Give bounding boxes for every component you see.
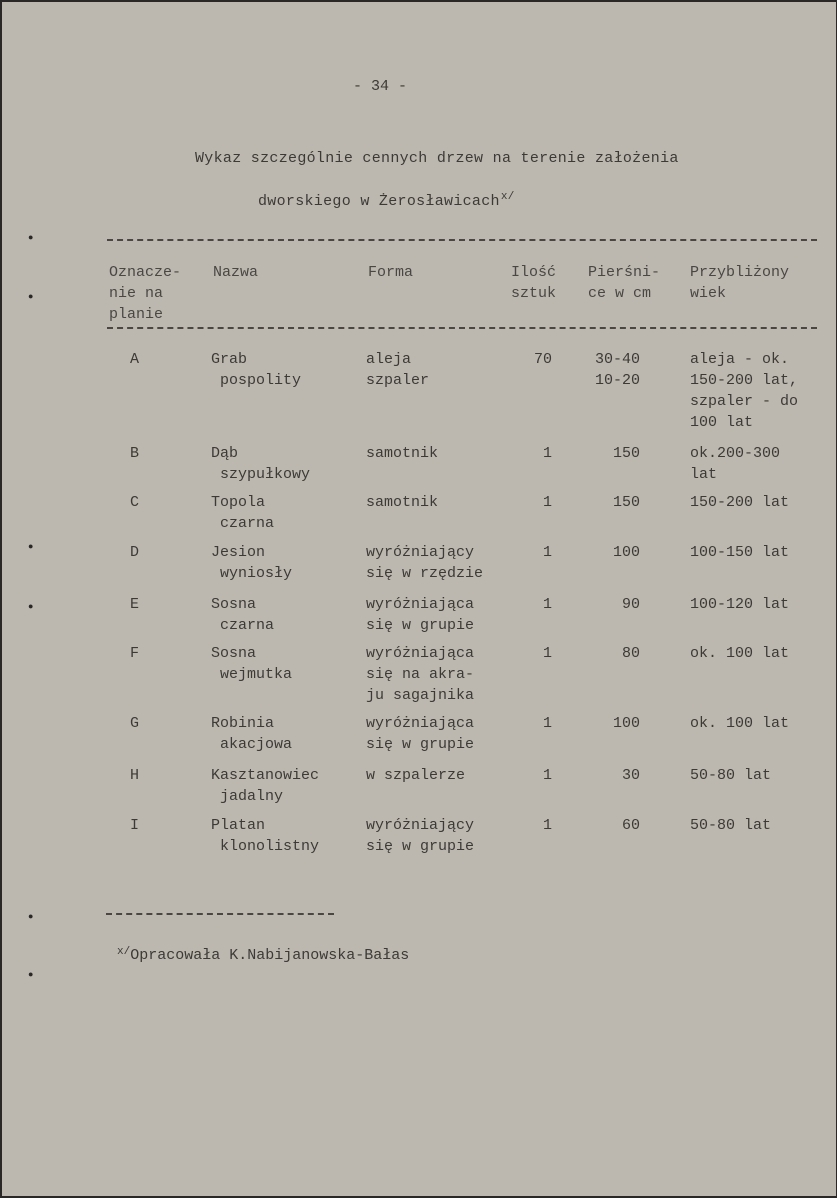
cell-count: 1	[542, 767, 552, 784]
cell-mark: A	[130, 351, 140, 368]
cell-name: Sosna czarna	[211, 596, 275, 634]
cell-count: 1	[542, 715, 552, 732]
cell-dbh: 90	[621, 596, 640, 613]
cell-mark: D	[130, 544, 140, 561]
cell-form: wyróżniająca się w grupie	[366, 715, 475, 753]
header-wiek: Przybliżony wiek	[690, 264, 790, 302]
cell-form: samotnik	[366, 494, 439, 511]
margin-dot: ●	[28, 912, 34, 922]
cell-dbh: 100	[612, 544, 640, 561]
cell-dbh: 30	[621, 767, 640, 784]
cell-form: aleja szpaler	[366, 351, 430, 389]
cell-age: 50-80 lat	[690, 767, 772, 784]
footnote	[117, 942, 409, 966]
margin-dot: ●	[28, 542, 34, 552]
cell-dbh: 100	[612, 715, 640, 732]
cell-dbh: 80	[621, 645, 640, 662]
cell-form: wyróżniająca się na akra- ju sagajnika	[366, 645, 475, 704]
table-header-rule	[107, 327, 817, 329]
cell-count: 1	[542, 445, 552, 462]
cell-mark: H	[130, 767, 140, 784]
page-number: - 34 -	[352, 78, 407, 95]
header-nazwa: Nazwa	[213, 264, 259, 281]
cell-count: 1	[542, 494, 552, 511]
cell-name: Platan klonolistny	[211, 817, 320, 855]
cell-name: Robinia akacjowa	[211, 715, 293, 753]
title-line-2-text: dworskiego w Żerosławicach	[258, 193, 500, 210]
title-footnote-mark: x/	[500, 191, 515, 203]
cell-dbh: 150	[612, 445, 640, 462]
footnote-rule	[106, 913, 334, 915]
cell-form: wyróżniająca się w grupie	[366, 596, 475, 634]
cell-age: 100-120 lat	[690, 596, 790, 613]
header-ilosc: Ilość sztuk	[511, 264, 557, 302]
cell-mark: G	[130, 715, 140, 732]
cell-age: 100-150 lat	[690, 544, 790, 561]
cell-count: 1	[542, 817, 552, 834]
cell-age: ok. 100 lat	[690, 645, 790, 662]
header-piersnice: Pierśni- ce w cm	[588, 264, 661, 302]
cell-mark: E	[130, 596, 140, 613]
cell-name: Kasztanowiec jadalny	[211, 767, 320, 805]
margin-dot: ●	[28, 292, 34, 302]
cell-dbh: 150	[612, 494, 640, 511]
cell-mark: C	[130, 494, 140, 511]
cell-count: 1	[542, 645, 552, 662]
cell-mark: F	[130, 645, 140, 662]
cell-count: 1	[542, 596, 552, 613]
cell-age: ok.200-300 lat	[690, 445, 781, 483]
cell-name: Topola czarna	[211, 494, 275, 532]
cell-dbh: 60	[621, 817, 640, 834]
cell-dbh: 30-40 10-20	[594, 351, 640, 389]
margin-dot: ●	[28, 602, 34, 612]
title-line-2	[258, 187, 515, 212]
cell-form: wyróżniający się w rzędzie	[366, 544, 484, 582]
margin-dot: ●	[28, 233, 34, 243]
margin-dot: ●	[28, 970, 34, 980]
header-forma: Forma	[368, 264, 414, 281]
footnote-text: Opracowała K.Nabijanowska-Bałas	[130, 947, 410, 964]
cell-form: w szpalerze	[366, 767, 466, 784]
cell-mark: B	[130, 445, 140, 462]
cell-form: wyróżniający się w grupie	[366, 817, 475, 855]
cell-name: Dąb szypułkowy	[211, 445, 311, 483]
cell-mark: I	[130, 817, 140, 834]
cell-name: Sosna wejmutka	[211, 645, 293, 683]
header-oznaczenie: Oznacze- nie na planie	[109, 264, 182, 323]
table-top-rule	[107, 239, 817, 241]
cell-age: 50-80 lat	[690, 817, 772, 834]
title-line-1: Wykaz szczególnie cennych drzew na terenie założenia	[195, 150, 679, 167]
footnote-mark: x/	[117, 946, 131, 958]
cell-age: aleja - ok. 150-200 lat, szpaler - do 100 lat	[690, 351, 799, 431]
cell-count: 1	[542, 544, 552, 561]
cell-name: Jesion wyniosły	[211, 544, 293, 582]
cell-age: 150-200 lat	[690, 494, 790, 511]
cell-name: Grab pospolity	[211, 351, 302, 389]
cell-form: samotnik	[366, 445, 439, 462]
cell-age: ok. 100 lat	[690, 715, 790, 732]
cell-count: 70	[533, 351, 552, 368]
